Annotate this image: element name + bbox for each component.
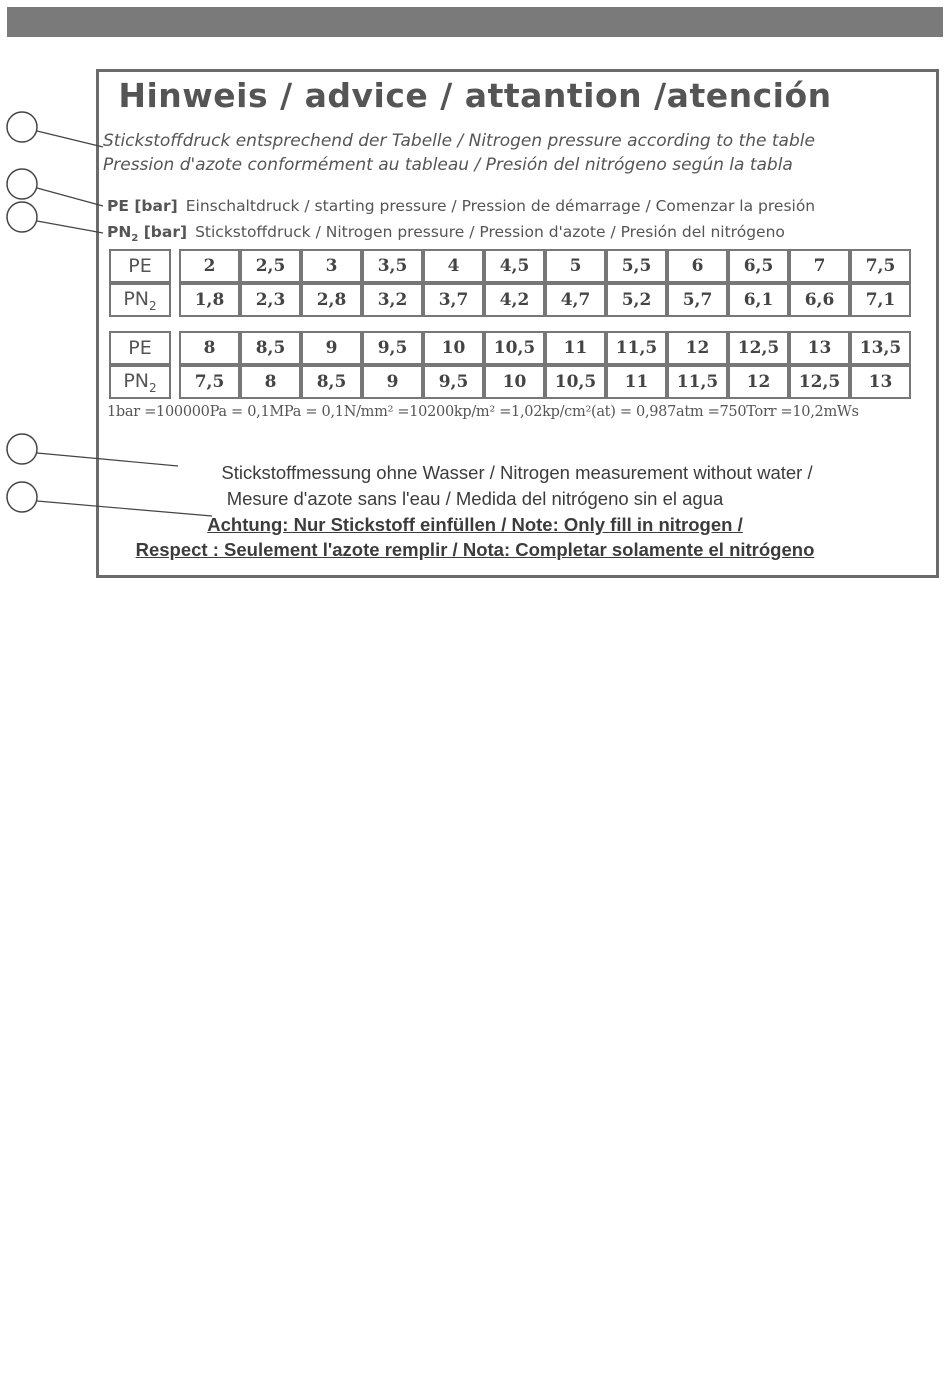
intro-line-2: Pression d'azote conformément au tableau / Presión del nitrógeno según la tabla	[103, 155, 793, 175]
table-cell: 8,5	[240, 331, 301, 365]
unit-conversion-line: 1bar =100000Pa = 0,1MPa = 0,1N/mm² =10200kp/m² =1,02kp/cm²(at) = 0,987atm =750Torr =10,2mWs	[107, 404, 859, 420]
table-cell: 8	[240, 365, 301, 399]
table-cell: 4	[423, 249, 484, 283]
warning-line-1: Achtung: Nur Stickstoff einfüllen / Note: Only fill in nitrogen /	[207, 514, 743, 535]
callout-leader-1	[37, 131, 103, 147]
table-cell: 10,5	[545, 365, 606, 399]
table-cell: 2	[179, 249, 240, 283]
table-cell: 13	[789, 331, 850, 365]
row-header-pn2: $PN_2$	[109, 283, 171, 317]
table-cell: 6	[667, 249, 728, 283]
header-bar	[7, 7, 943, 37]
table-cell: 4,5	[484, 249, 545, 283]
table-cell: 5,7	[667, 283, 728, 317]
table-cell: 13,5	[850, 331, 911, 365]
table-cell: 13	[850, 365, 911, 399]
table-cell: 3	[301, 249, 362, 283]
table-cell: 12	[667, 331, 728, 365]
table-cell: 12,5	[789, 365, 850, 399]
table-cell: 10	[423, 331, 484, 365]
table-cell: 12	[728, 365, 789, 399]
table-cell: 8,5	[301, 365, 362, 399]
table-cell: 5,2	[606, 283, 667, 317]
row-header-pn2: $PN_2$	[109, 365, 171, 399]
table-cell: 7	[789, 249, 850, 283]
table-cell: 6,5	[728, 249, 789, 283]
table-cell: 6,6	[789, 283, 850, 317]
callout-leader-2	[37, 188, 103, 206]
row-header-pe: PE	[109, 331, 171, 365]
table-cell: 6,1	[728, 283, 789, 317]
table-cell: 5,5	[606, 249, 667, 283]
label-title: Hinweis / advice / attantion /atención	[118, 76, 832, 115]
table-cell: 3,5	[362, 249, 423, 283]
table-cell: 9	[362, 365, 423, 399]
pe-key: PE [bar]	[107, 197, 178, 215]
pe-description: Einschaltdruck / starting pressure / Pression de démarrage / Comenzar la presión	[185, 197, 816, 215]
table-cell: 4,7	[545, 283, 606, 317]
table-cell: 9,5	[362, 331, 423, 365]
callout-circle-1	[7, 112, 37, 142]
table-cell: 9	[301, 331, 362, 365]
table-cell: 10	[484, 365, 545, 399]
table-cell: 11,5	[667, 365, 728, 399]
table-cell: 8	[179, 331, 240, 365]
pn2-key: $PN_2$ [bar]	[107, 223, 188, 245]
table-cell: 7,1	[850, 283, 911, 317]
table-cell: 7,5	[179, 365, 240, 399]
table-row-pe	[109, 249, 911, 283]
table-cell: 2,5	[240, 249, 301, 283]
callout-circle-2	[7, 169, 37, 199]
table-cell: 2,3	[240, 283, 301, 317]
pressure-table-2	[109, 331, 911, 399]
callout-circle-4	[7, 434, 37, 464]
table-cell: 4,2	[484, 283, 545, 317]
note-line-2: Mesure d'azote sans l'eau / Medida del nitrógeno sin el agua	[226, 488, 724, 509]
table-cell: 7,5	[850, 249, 911, 283]
table-cell: 10,5	[484, 331, 545, 365]
pn2-definition	[107, 223, 785, 244]
pressure-table-1	[109, 249, 911, 317]
table-cell: 12,5	[728, 331, 789, 365]
intro-line-1: Stickstoffdruck entsprechend der Tabelle / Nitrogen pressure according to the table	[103, 131, 815, 151]
table-cell: 3,2	[362, 283, 423, 317]
note-line-1: Stickstoffmessung ohne Wasser / Nitrogen measurement without water /	[221, 462, 813, 483]
pe-definition	[107, 197, 815, 215]
table-cell: 9,5	[423, 365, 484, 399]
callout-circle-3	[7, 202, 37, 232]
table-cell: 11	[606, 365, 667, 399]
table-row-pn2	[109, 283, 911, 317]
table-cell: 3,7	[423, 283, 484, 317]
table-row-pn2	[109, 365, 911, 399]
table-cell: 11	[545, 331, 606, 365]
row-header-pe: PE	[109, 249, 171, 283]
table-cell: 5	[545, 249, 606, 283]
table-cell: 2,8	[301, 283, 362, 317]
table-cell: 11,5	[606, 331, 667, 365]
table-row-pe	[109, 331, 911, 365]
warning-line-2: Respect : Seulement l'azote remplir / Nota: Completar solamente el nitrógeno	[135, 539, 815, 560]
pn2-description: Stickstoffdruck / Nitrogen pressure / Pression d'azote / Presión del nitrógeno	[195, 223, 785, 241]
table-cell: 1,8	[179, 283, 240, 317]
callout-leader-3	[37, 221, 103, 233]
